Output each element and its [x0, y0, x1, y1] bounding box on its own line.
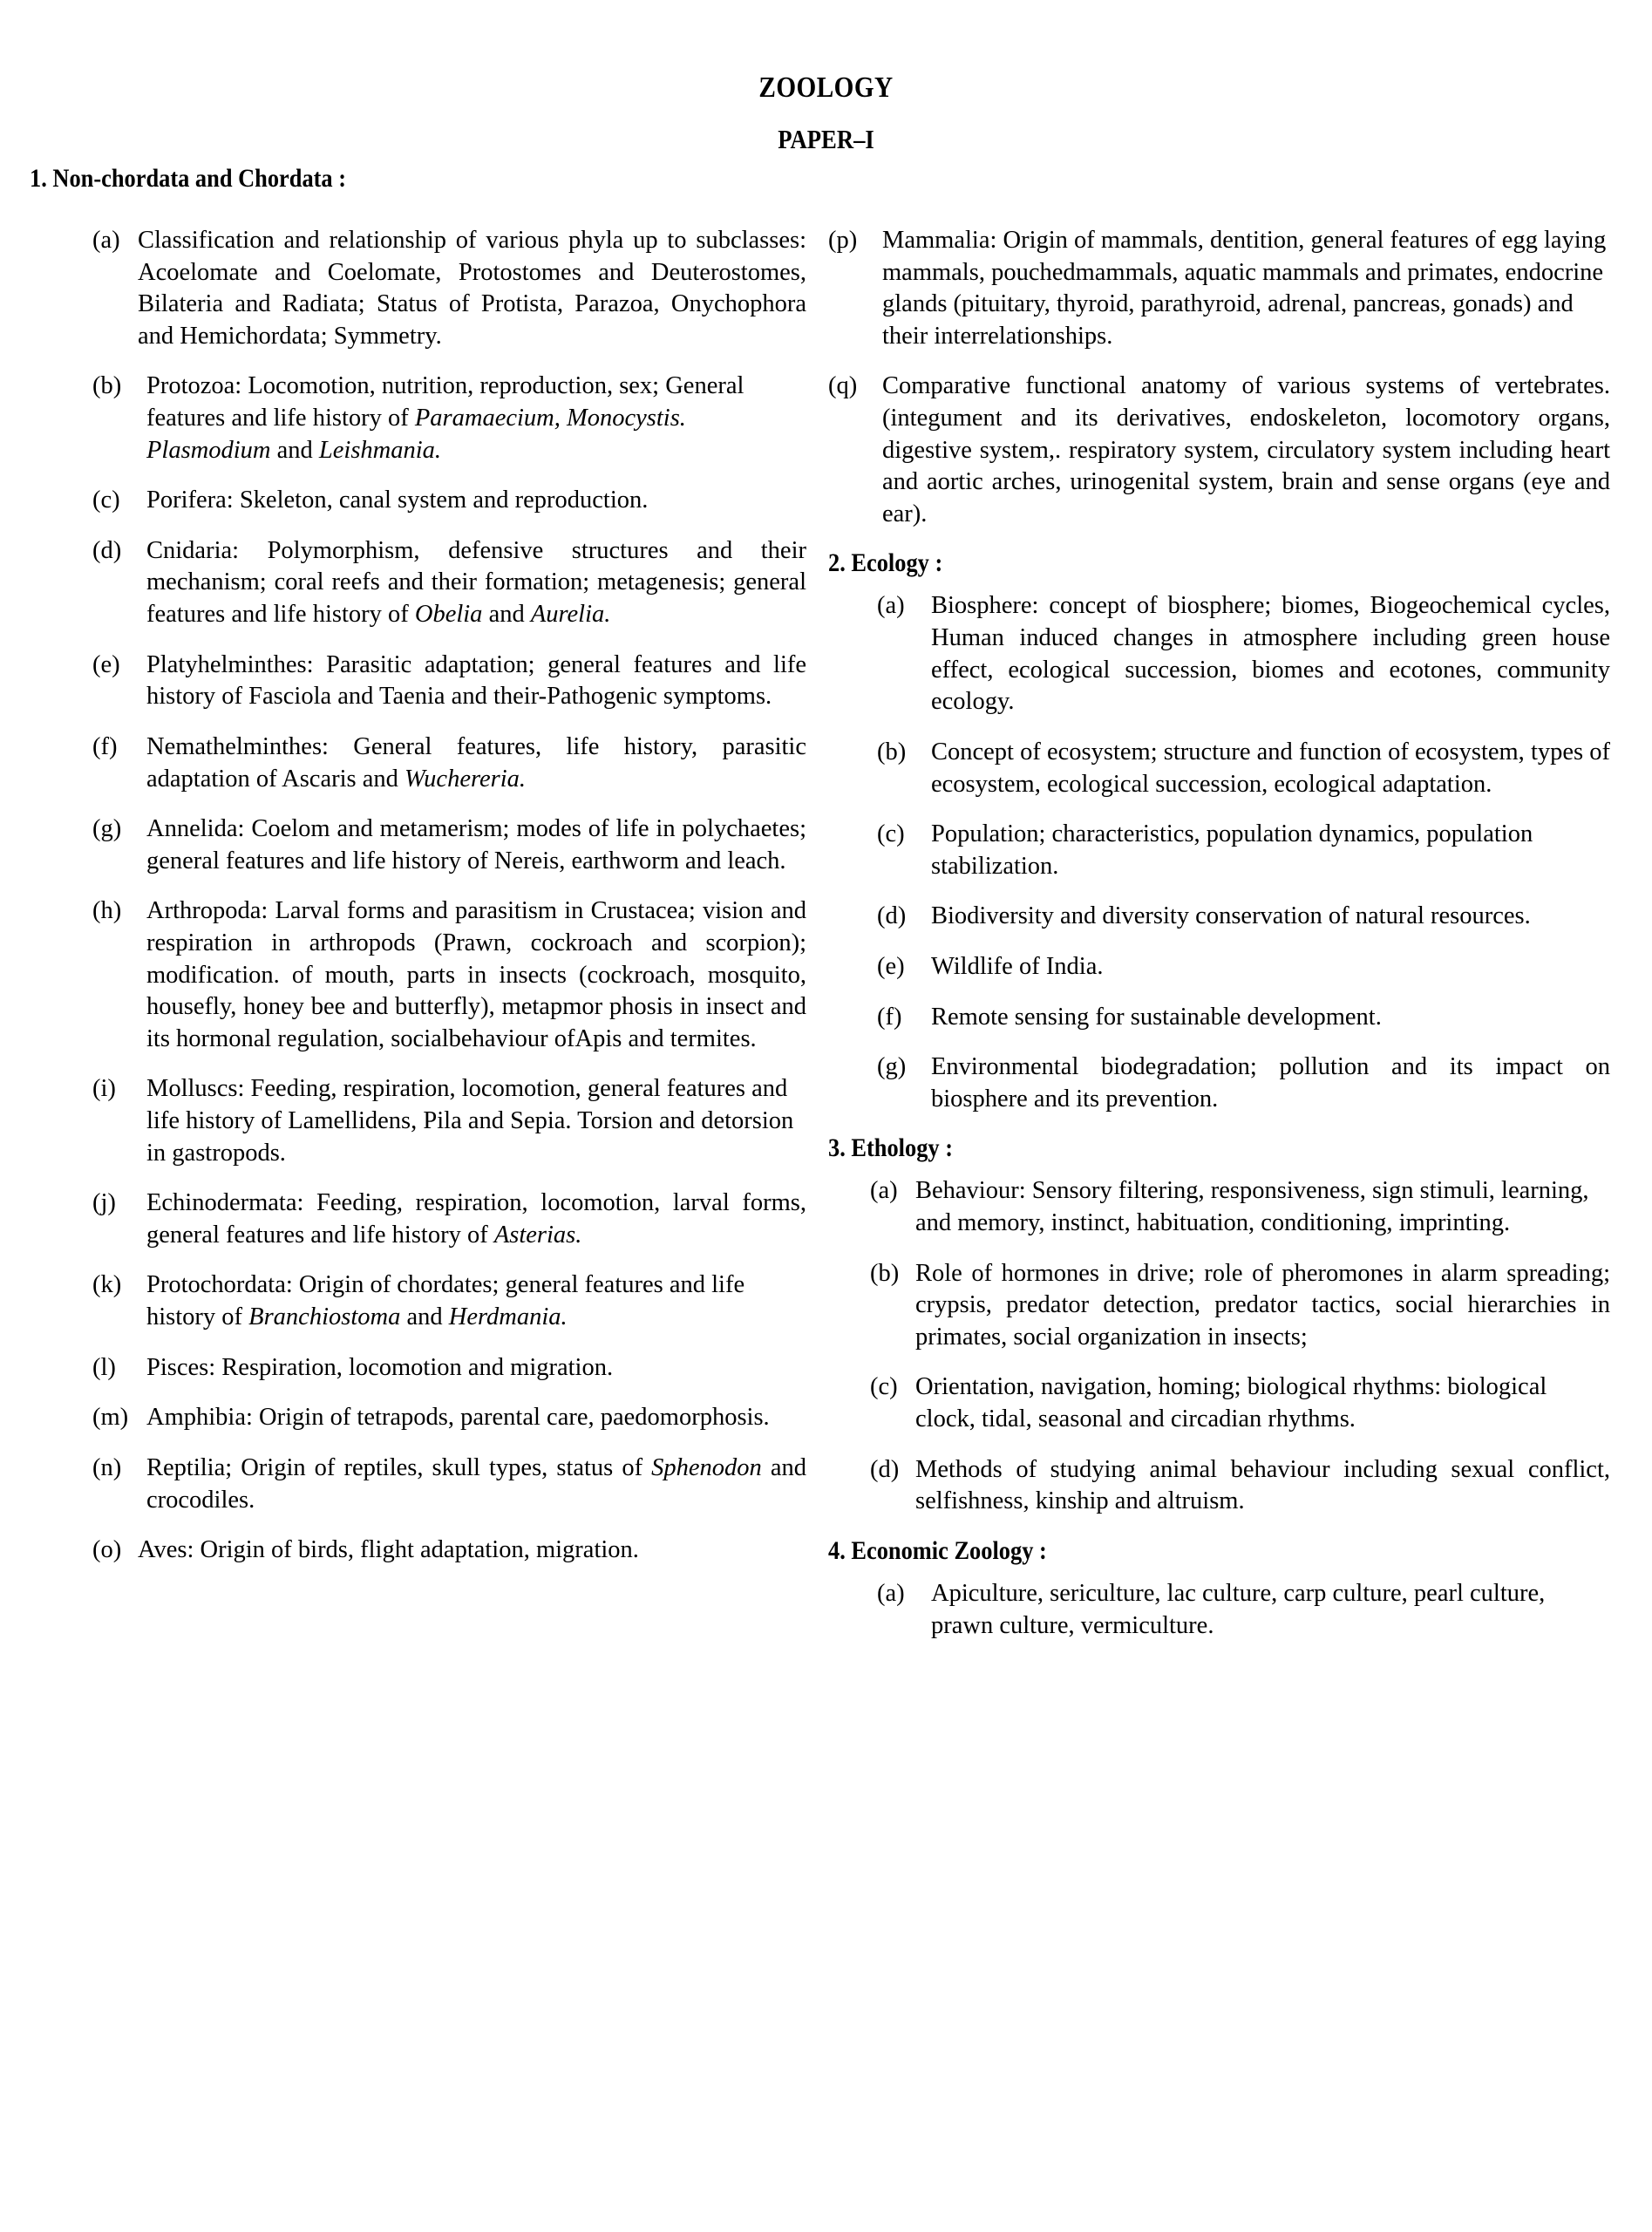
list-text: Classification and relationship of various phyla up to subclasses: Acoelomate and Coelomate, Protostomes and Deuterostomes, Bilateria and Radiata; Status of Protista, Parazoa, Onychophora and Hemichordata; Symmetry.: [138, 227, 806, 350]
list-item: [828, 225, 1610, 352]
section-1-items-right: [828, 225, 1610, 530]
list-marker: (b): [92, 372, 122, 400]
list-item: [92, 371, 806, 466]
list-marker: (n): [92, 1453, 122, 1481]
list-marker: (p): [828, 227, 858, 254]
list-item: [92, 1073, 806, 1169]
list-item: [870, 1175, 1610, 1239]
list-marker: (k): [92, 1271, 122, 1299]
list-text: Environmental biodegradation; pollution and its impact on biosphere and its prevention.: [931, 1053, 1610, 1113]
list-text: Mammalia: Origin of mammals, dentition, general features of egg laying mammals, pouchedmammals, aquatic mammals and primates, endocrine glands (pituitary, thyroid, parathyroid, adrenal, pancreas, gonads) and their interrelationships.: [882, 227, 1607, 350]
list-marker: (h): [92, 897, 122, 925]
list-item: [92, 1402, 806, 1434]
section-4-items: [828, 1578, 1610, 1642]
list-item: [92, 1453, 806, 1516]
list-text: Protozoa: Locomotion, nutrition, reproduction, sex; General features and life history of Paramaecium, Monocystis. Plasmodium and Leishmania.: [146, 372, 744, 464]
list-text: Platyhelminthes: Parasitic adaptation; general features and life history of Fasciola and Taenia and their-Pathogenic symptoms.: [146, 650, 806, 711]
list-marker: (g): [877, 1053, 907, 1081]
list-item: [877, 951, 1610, 983]
list-item: [92, 535, 806, 631]
list-marker: (o): [92, 1536, 122, 1564]
list-marker: (e): [92, 650, 120, 678]
list-marker: (a): [92, 227, 120, 254]
list-marker: (f): [92, 732, 118, 760]
list-item: [870, 1371, 1610, 1435]
list-text: Behaviour: Sensory filtering, responsiveness, sign stimuli, learning, and memory, instinct, habituation, conditioning, imprinting.: [915, 1177, 1589, 1237]
list-item: [877, 590, 1610, 718]
list-marker: (f): [877, 1003, 902, 1031]
list-text: Protochordata: Origin of chordates; general features and life history of Branchiostoma and Herdmania.: [146, 1271, 745, 1331]
two-column-body: [0, 225, 1652, 1660]
list-item: [877, 1051, 1610, 1115]
list-item: [92, 650, 806, 713]
list-text: Population; characteristics, population dynamics, population stabilization.: [931, 820, 1533, 880]
list-item: [877, 1002, 1610, 1034]
list-text: Remote sensing for sustainable development.: [931, 1003, 1382, 1031]
left-column: [0, 225, 828, 1585]
list-text: Reptilia; Origin of reptiles, skull types, status of Sphenodon and crocodiles.: [146, 1453, 806, 1514]
list-text: Pisces: Respiration, locomotion and migration.: [146, 1353, 614, 1381]
list-item: [877, 819, 1610, 882]
list-marker: (q): [828, 372, 858, 400]
list-item: [92, 895, 806, 1055]
list-marker: (m): [92, 1404, 129, 1432]
list-item: [877, 901, 1610, 933]
list-marker: (g): [92, 815, 122, 843]
list-marker: (c): [877, 820, 905, 848]
list-text: Cnidaria: Polymorphism, defensive structures and their mechanism; coral reefs and their formation; metagenesis; general features and life history of Obelia and Aurelia.: [146, 536, 806, 629]
list-item: [92, 225, 806, 352]
section-heading-ethology: 3. Ethology :: [828, 1133, 954, 1163]
section-3-items: [828, 1175, 1610, 1517]
list-marker: (b): [870, 1259, 900, 1287]
list-text: Role of hormones in drive; role of pheromones in alarm spreading; crypsis, predator detection, predator tactics, social hierarchies in primates, social organization in insects;: [915, 1259, 1610, 1351]
list-text: Biosphere: concept of biosphere; biomes, Biogeochemical cycles, Human induced changes in atmosphere including green house effect, ecological succession, biomes and ecotones, community ecology.: [931, 592, 1610, 716]
list-item: [870, 1258, 1610, 1354]
list-text: Apiculture, sericulture, lac culture, carp culture, pearl culture, prawn culture, vermiculture.: [931, 1579, 1546, 1639]
list-text: Wildlife of India.: [931, 952, 1104, 980]
list-marker: (d): [877, 902, 907, 930]
right-column: [828, 225, 1652, 1660]
list-text: Aves: Origin of birds, flight adaptation, migration.: [138, 1536, 639, 1564]
list-marker: (e): [877, 952, 905, 980]
list-marker: (a): [870, 1177, 898, 1205]
list-marker: (b): [877, 738, 907, 766]
list-item: [92, 1269, 806, 1333]
list-marker: (i): [92, 1075, 116, 1103]
list-item: [92, 1534, 806, 1567]
list-text: Comparative functional anatomy of various systems of vertebrates. (integument and its derivatives, endoskeleton, locomotory organs, digestive system,. respiratory system, circulatory system including heart and aortic arches, urinogenital system, brain and sense organs (eye and ear).: [882, 372, 1610, 527]
list-text: Arthropoda: Larval forms and parasitism in Crustacea; vision and respiration in arthropods (Prawn, cockroach and scorpion); modification. of mouth, parts in insects (cockroach, mosquito, housefly, honey bee and butterfly), metapmor phosis in insect and its hormonal regulation, socialbehaviour ofApis and termites.: [146, 897, 806, 1052]
list-text: Orientation, navigation, homing; biological rhythms: biological clock, tidal, seasonal and circadian rhythms.: [915, 1373, 1547, 1433]
list-text: Concept of ecosystem; structure and function of ecosystem, types of ecosystem, ecological succession, ecological adaptation.: [931, 738, 1610, 798]
section-heading-ecology: 2. Ecology :: [828, 548, 943, 578]
list-item: [828, 371, 1610, 530]
list-item: [92, 732, 806, 795]
list-text: Echinodermata: Feeding, respiration, locomotion, larval forms, general features and life history of Asterias.: [146, 1189, 806, 1249]
list-marker: (d): [92, 536, 122, 564]
list-item: [92, 1187, 806, 1251]
section-1-items-left: [92, 225, 806, 1567]
list-marker: (c): [92, 487, 120, 514]
section-2-items: [828, 590, 1610, 1115]
list-item: [92, 1352, 806, 1385]
list-marker: (c): [870, 1373, 898, 1401]
list-marker: (d): [870, 1455, 900, 1483]
list-text: Porifera: Skeleton, canal system and reproduction.: [146, 487, 649, 514]
page-title: ZOOLOGY: [758, 71, 894, 104]
section-heading-economic-zoology: 4. Economic Zoology :: [828, 1535, 1047, 1565]
list-marker: (l): [92, 1353, 116, 1381]
page-subtitle: PAPER–I: [778, 124, 874, 154]
list-text: Nemathelminthes: General features, life history, parasitic adaptation of Ascaris and Wuchereria.: [146, 732, 806, 793]
list-item: [877, 1578, 1610, 1642]
list-marker: (a): [877, 592, 905, 620]
section-heading-non-chordata-and-chordata: 1. Non-chordata and Chordata :: [30, 164, 347, 193]
list-marker: (a): [877, 1579, 905, 1607]
list-marker: (j): [92, 1189, 116, 1217]
list-item: [92, 813, 806, 877]
list-item: [870, 1454, 1610, 1518]
list-item: [92, 485, 806, 517]
list-text: Annelida: Coelom and metamerism; modes of life in polychaetes; general features and life history of Nereis, earthworm and leach.: [146, 815, 806, 874]
list-text: Methods of studying animal behaviour including sexual conflict, selfishness, kinship and altruism.: [915, 1455, 1610, 1515]
list-text: Amphibia: Origin of tetrapods, parental care, paedomorphosis.: [146, 1404, 770, 1432]
list-text: Molluscs: Feeding, respiration, locomotion, general features and life history of Lamellidens, Pila and Sepia. Torsion and detorsion in gastropods.: [146, 1075, 794, 1167]
list-item: [877, 737, 1610, 800]
list-text: Biodiversity and diversity conservation of natural resources.: [931, 902, 1531, 930]
